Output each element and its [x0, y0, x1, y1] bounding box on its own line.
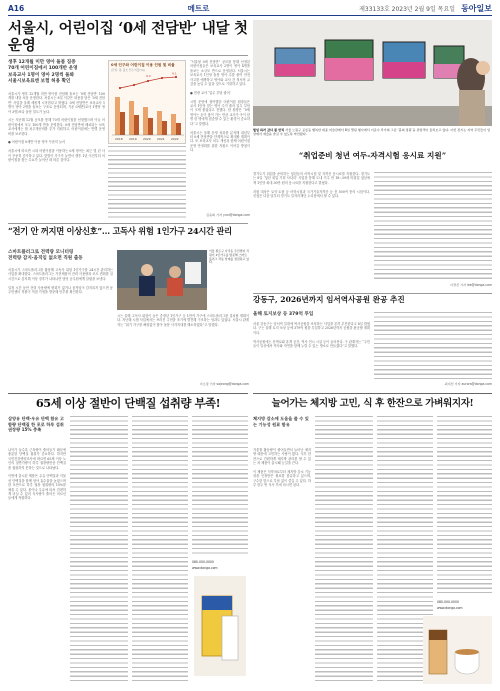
main-body-2: “서울형 0세 전담반” 공모를 통해 선정된 어린이집들은 보육교사 2명이 영아 4명을 돌보는 소규모 반으로 운영된다. 서울시는 보육교사 1인당 돌봄 영아 수를 줄여 안전사고를 예방하고 영아와 교사 간 정서적 교감을 높일 수 있을 것으로 기대하고 있다. ● 현장 교사 ‘업무 부담 줄어’ 시범 운영에 참여했던 어린이집 원장들은 교사 1인당 맡는 영아 수가 줄어 업무 부담이 크게 줄었다고 전했다. 한 원장은 “0세 영아는 손이 많이 가는 만큼 교사가 아이 한 명 한 명에게 집중할 수 있는 환경이 중요하다”고 말했다. 서울시는 올해 운영 성과를 분석해 내년부터 0세 전담반을 단계적으로 확대할 계획이다. 또 보육교사 처우 개선과 함께 어린이집 운영 안정화를 위한 지원도 이어갈 방침이다.: [190, 60, 250, 153]
subhead-0: 생후 12개월 미만 영아 돌봄 집중: [8, 60, 76, 65]
art-caption-title: 힐링 하러 갔다 봄 만끽: [253, 128, 285, 132]
gangdong-headline: 강동구, 2026년까지 임서역사공원 완공 추진: [253, 295, 405, 304]
gangdong-body: 서울 강동구는 임서역 일대에 역사공원을 조성하는 사업을 본격 추진한다고 8일 밝혔다. 구는 올해 토지 보상 등에 379억 원을 투입하고 2026년까지 공원을 완공할 계획이다. 역사공원에는 산책로와 휴게 공간, 역사 전시 시설 등이 들어선다. 구 관계자는 “주민들이 일상에서 역사와 자연을 함께 누릴 수 있는 명소로 만들겠다”고 말했다.: [253, 322, 370, 349]
ad-diet-tea: [253, 393, 492, 686]
ad1-web: www.donga.com: [192, 566, 218, 570]
bar-2018-b: [120, 112, 125, 135]
news2-byline: 이소정 기자 sojeong@donga.com: [199, 382, 249, 386]
ad1-lead: 삼양유 단백·우유 단백 함유 고함량 단백질 한 포로 하루 섭취 권장량 15% 충족: [8, 416, 64, 433]
main-subheads: [8, 60, 105, 90]
chart-box: [108, 60, 186, 144]
bar-2022-b: [176, 123, 181, 135]
page-header: [8, 2, 492, 16]
bar-2020-a: [143, 107, 148, 135]
tick-2021: 2021: [157, 137, 165, 141]
main-body-1b: [108, 146, 186, 220]
youth-body-2: [374, 172, 492, 282]
tea-cup-icon: [423, 616, 492, 684]
bar-2021-b: [162, 121, 167, 135]
ad2-title: 늘어가는 체지방 고민, 식 후 한잔으로 가벼워지자!: [271, 398, 474, 409]
section-name: 메트로: [187, 4, 210, 13]
tick-2022: 2022: [171, 137, 179, 141]
tick-2019: 2019: [129, 137, 137, 141]
ad2-lead: 체지방 감소에 도움을 줄 수 있는 기능성 원료 함유: [253, 416, 309, 427]
news2-photo: [117, 250, 207, 310]
tick-2018: 2018: [115, 137, 123, 141]
bar-chart: [109, 72, 187, 144]
chart-unit: (단위: 명, 괄호 안은 비율(%)): [111, 68, 146, 72]
news2-subhead-1: 전력량 감지·움직임 없으면 직원 출동: [8, 256, 83, 262]
ad1-body-col2: [70, 416, 128, 684]
bar-2021-a: [157, 111, 162, 135]
main-headline: 서울시, 어린이집 ‘0세 전담반’ 내달 첫 운영: [8, 20, 248, 54]
newspaper-brand: 동아일보: [461, 4, 492, 13]
news2-photo-caption: 서울 종로구 사직동 주민센터 직원이 1인가구를 방문해 스마트플러그 작동 상태를 점검하고 있다.: [209, 249, 249, 265]
bar-2020-b: [148, 118, 153, 135]
art-photo: [253, 20, 492, 126]
youth-body: 경기도가 취업을 준비하는 청년들의 어학시험 및 자격증 응시료를 지원한다. 경기도는 8일 ‘청년 취업 기회 사다리’ 사업을 통해 도내 거주 만 18∼39세 미취업 청년에게 1인당 최대 30만 원의 응시료를 지원한다고 밝혔다. 지원 대상은 토익·토플 등 어학시험과 국가기술자격증 등 총 500여 종의 시험이다. 신청은 다음 달부터 경기도 일자리재단 누리집에서 할 수 있다.: [253, 172, 370, 199]
gangdong-body-2: [374, 312, 492, 380]
ad1-body-col3: [132, 416, 188, 684]
art-caption: [253, 128, 492, 152]
ad1-body-col4: [192, 416, 248, 556]
bar-2022-a: [171, 114, 176, 135]
issue-meta: 제33133호 2023년 2월 9일 목요일: [359, 6, 456, 13]
ad2-body-col4: [437, 416, 492, 596]
ad1-product-image: [194, 576, 246, 676]
youth-byline: 이경진 기자 lee@donga.com: [450, 283, 492, 287]
tick-2020: 2020: [143, 137, 151, 141]
ad2-body: 겨울철 활동량이 줄어들면서 늘어난 체지방 때문에 고민하는 사람이 많다. 식후 한 잔으로 간편하게 체지방 관리를 할 수 있는 차 제품이 출시돼 눈길을 끈다. 이 제품은 식약처로부터 체지방 감소 기능성을 인정받은 원료를 함유하고 있으며, 구수한 맛으로 부담 없이 즐길 수 있다. 하루 한두 번 식사 후에 마시면 된다.: [253, 448, 311, 488]
art-caption-text: 서울 노원구 공릉동 행복한 대중 미술관에서 8일 열린 행사에서 이준수 작가의 그림 ‘봄의 정원’을 관람객이 둘러보고 있다. 이번 전시는 지역 주민들이 일상에서 예술을 즐길 수 있도록 마련됐다.: [253, 128, 491, 137]
ad2-web: www.donga.com: [437, 606, 463, 610]
visit-scene: [117, 250, 207, 310]
product-box-icon: [194, 576, 246, 676]
bar-2018-a: [115, 97, 120, 135]
youth-headline: “취업준비 청년 여두-자격시험 응시료 지원”: [298, 151, 447, 160]
news2-body-1: 서울시가 스마트플러그를 활용해 고독사 위험 1인가구를 24시간 관리하는 사업을 확대한다. 스마트플러그는 가전제품의 전력 사용량과 조도 변화를 실시간으로 감지해 이상 징후가 나타나면 담당 공무원에게 알림을 보낸다. 일정 시간 동안 전력 사용량에 변화가 없거나 움직임이 감지되지 않으면 동주민센터 직원이 직접 가정을 방문해 안부를 확인한다.: [8, 268, 113, 295]
gangdong-subhead: 올해 토지보상 등 379억 투입: [253, 312, 314, 317]
bar-2019-a: [129, 101, 134, 135]
news2-headline: “전기 안 꺼지면 이상신호”… 고독사 위험 1인가구 24시간 관리: [8, 226, 232, 236]
ad-protein: [8, 393, 248, 686]
ad2-body-col2: [315, 416, 373, 684]
ad1-title: 65세 이상 절반이 단백질 섭취량 부족!: [35, 396, 221, 410]
bar-2019-b: [134, 115, 139, 135]
page-number: A16: [8, 4, 25, 13]
gangdong-byline: 최지선 기자 aurora@donga.com: [444, 382, 492, 386]
gallery-scene: [253, 20, 492, 126]
line-label-mid: 9.2: [146, 74, 151, 78]
news2-subheads: [8, 250, 113, 264]
ad2-phone: 080-000-0000: [437, 600, 459, 604]
main-body-1: 서울시가 생후 12개월 미만 영아를 전담해 돌보는 ‘0세 전담반’ 100개를 내달 처음 운영한다. 서울시는 8일 이같은 내용을 담은 ‘0세 전담반’ 사업을 올해 새롭게 시작한다고 밝혔다. 0세 전담반은 보육교사 1명이 영아 2명을 돌보는 구조로 운영되며, 기존 0세반(교사 1명당 영아 3명)보다 돌봄 밀도가 높다. 시는 지난해 12월 공모를 통해 70개 어린이집을 선정했으며 이들 어린이집에서 모두 100개 반을 운영한다. 0세 전담반에 배치되는 보육교사에게는 월 처우개선비를 추가 지원하고, 어린이집에는 반별 운영비를 보조한다. ● 어린이집 0세반 이용 영아 꾸준히 늘어 서울시에 따르면 시내 어린이집을 이용하는 0세 영아는 최근 몇 년 사이 꾸준히 증가하고 있다. 맞벌이 가구가 늘면서 생후 1년 이전부터 어린이집을 찾는 수요가 늘어난 데 따른 것이다.: [8, 92, 105, 163]
subhead-1: 70개 어린이집에서 100개반 운영: [8, 66, 78, 72]
news2-subhead-0: 스마트플러그로 전력량 모니터링: [8, 250, 74, 255]
ad1-phone: 080-000-0000: [192, 560, 214, 564]
main-byline: 김윤희 기자 yuni@donga.com: [206, 213, 250, 217]
chart-title: 0세 인구와 어린이집 이용 인원 및 비율: [111, 62, 175, 67]
ad1-body: 나이가 들수록 근육량이 줄어들기 때문에 충분한 단백질 섭취가 중요하다. 하지만 국민건강영양조사에 따르면 65세 이상 노인의 절반가량이 하루 권장량만큼 단백질을 섭취하지 못하는 것으로 나타났다. 이번에 출시된 제품은 우유 단백질과 식물성 단백질을 함께 담아 흡수율을 높였으며 한 포만으로 하루 권장 섭취량의 15%를 채울 수 있다. 물이나 우유에 타서 간편하게 마실 수 있어 식사량이 줄어든 어르신들에게 적합하다.: [8, 448, 66, 501]
ad2-product-image: [423, 616, 492, 684]
subhead-3: 서울시보육료엔 보험 허용 확인: [8, 78, 71, 84]
subhead-2: 보육교사 1명이 영아 2명씩 돌봐: [8, 72, 75, 78]
news2-body-2: 시는 올해 고독사 위험이 높은 중장년 1인가구 등 1만여 가구에 스마트플러그를 설치할 계획이다. 지난해 시범 사업에서는 쓰러진 주민을 조기에 발견해 구조하는 성과도 있었다. 서울시 관계자는 “위기 가구를 빠짐없이 찾아 돌봄 사각지대를 해소하겠다”고 말했다.: [117, 314, 249, 327]
line-label-end: 9.1: [172, 71, 177, 76]
